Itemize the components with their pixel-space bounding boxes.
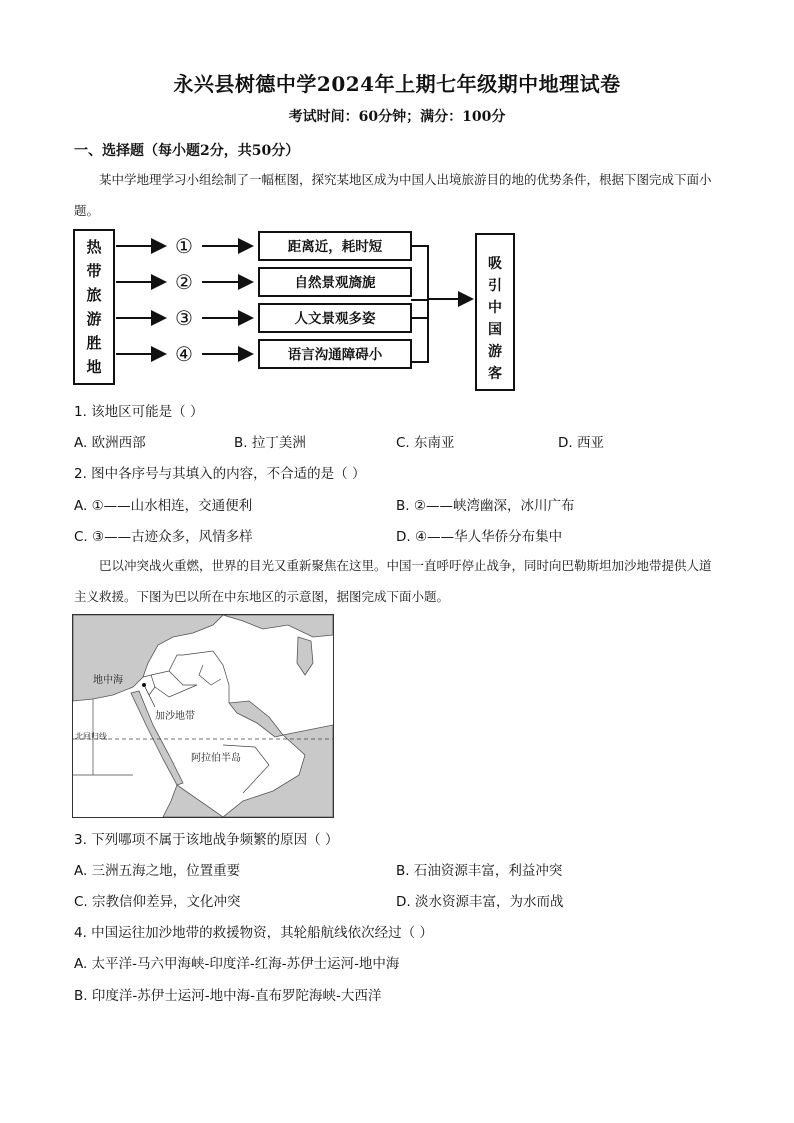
right-char: 国	[488, 322, 502, 338]
q3-option-d: D. 淡水资源丰富，为水而战	[396, 894, 564, 910]
right-char: 客	[488, 366, 502, 382]
item-text-1: 距离近，耗时短	[287, 239, 383, 255]
gaza-marker	[142, 683, 146, 687]
left-char: 游	[86, 310, 102, 328]
q3-option-a: A. 三洲五海之地，位置重要	[74, 863, 241, 879]
item-text-2: 自然景观旖旎	[294, 275, 376, 291]
section1-intro: 某中学地理学习小组绘制了一幅框图，探究某地区成为中国人出境旅游目的地的优势条件，根据下图完成下面小题。	[74, 172, 712, 218]
right-char: 引	[488, 278, 502, 294]
left-char: 胜	[86, 334, 102, 352]
left-char: 旅	[86, 286, 102, 304]
q1-option-c: C. 东南亚	[396, 435, 455, 451]
label-arabian-peninsula: 阿拉伯半岛	[191, 753, 241, 764]
item-text-4: 语言沟通障碍小	[287, 347, 383, 363]
q2-option-d: D. ④——华人华侨分布集中	[396, 529, 563, 545]
left-char: 带	[86, 262, 102, 280]
q4-option-a: A. 太平洋-马六甲海峡-印度洋-红海-苏伊士运河-地中海	[74, 956, 400, 972]
right-char: 游	[488, 344, 502, 360]
circled-number-1: ①	[175, 234, 193, 258]
q4-option-b: B. 印度洋-苏伊士运河-地中海-直布罗陀海峡-大西洋	[74, 988, 382, 1004]
question-4-stem: 4. 中国运往加沙地带的救援物资，其轮船航线依次经过（ ）	[74, 925, 433, 941]
q3-option-c: C. 宗教信仰差异，文化冲突	[74, 894, 241, 910]
question-3-stem: 3. 下列哪项不属于该地战争频繁的原因（ ）	[74, 832, 339, 848]
bracket-top	[411, 246, 428, 300]
item-text-3: 人文景观多姿	[294, 311, 376, 327]
left-char: 热	[86, 238, 102, 256]
left-char: 地	[86, 358, 102, 376]
label-tropic: 北回归线	[75, 732, 107, 741]
q1-option-b: B. 拉丁美洲	[234, 435, 306, 451]
section2-intro: 巴以冲突战火重燃，世界的目光又重新聚焦在这里。中国一直呼吁停止战争，同时向巴勒斯坦加沙地带提供人道主义救援。下图为巴以所在中东地区的示意图，据图完成下面小题。	[74, 558, 712, 604]
tourism-flow-diagram	[70, 226, 520, 396]
bracket-bottom	[411, 318, 428, 362]
question-1-stem: 1. 该地区可能是（ ）	[74, 404, 204, 420]
label-gaza: 加沙地带	[155, 711, 195, 722]
q3-option-b: B. 石油资源丰富，利益冲突	[396, 863, 563, 879]
q2-option-b: B. ②——峡湾幽深，冰川广布	[396, 498, 575, 514]
q2-option-a: A. ①——山水相连，交通便利	[74, 498, 253, 514]
circled-number-3: ③	[175, 306, 193, 330]
map-graphic	[73, 615, 333, 817]
right-char: 中	[488, 300, 502, 316]
circled-number-2: ②	[175, 270, 193, 294]
q2-option-c: C. ③——古迹众多，风情多样	[74, 529, 253, 545]
question-2-stem: 2. 图中各序号与其填入的内容，不合适的是（ ）	[74, 466, 366, 482]
exam-title: 永兴县树德中学2024年上期七年级期中地理试卷	[173, 72, 621, 96]
q1-option-a: A. 欧洲西部	[74, 435, 146, 451]
circled-number-4: ④	[175, 342, 193, 366]
label-mediterranean: 地中海	[93, 675, 123, 686]
middle-east-map	[72, 614, 334, 818]
exam-subtitle: 考试时间：60分钟；满分：100分	[288, 109, 506, 125]
section-heading: 一、选择题（每小题2分，共50分）	[74, 143, 300, 159]
q1-option-d: D. 西亚	[558, 435, 604, 451]
right-char: 吸	[488, 256, 502, 272]
